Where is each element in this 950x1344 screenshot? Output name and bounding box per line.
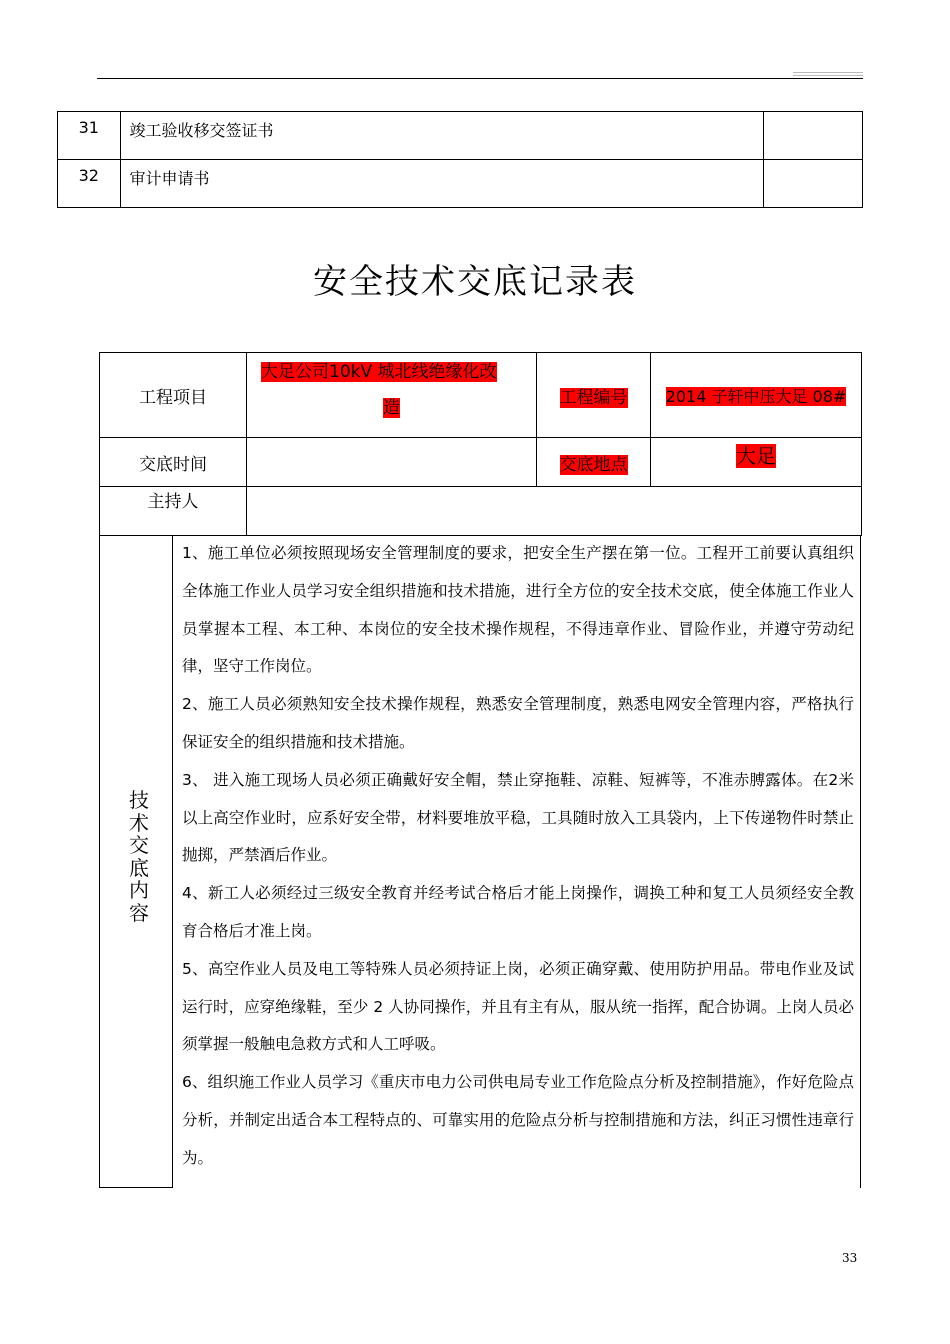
code-value: 2014 子轩中压大足 08# (665, 386, 847, 406)
header-mark (793, 75, 863, 76)
table-row (100, 353, 862, 438)
project-value-line2: 造 (383, 398, 400, 418)
table-row (100, 487, 862, 536)
page-number: 33 (842, 1251, 858, 1265)
row-name: 竣工验收移交签证书 (120, 112, 764, 160)
row-note (764, 112, 863, 160)
safety-briefing-form (99, 352, 862, 536)
briefing-content (99, 535, 861, 1188)
row-number: 31 (58, 112, 121, 160)
table-row (58, 160, 863, 208)
paragraph: 1、施工单位必须按照现场安全管理制度的要求，把安全生产摆在第一位。工程开工前要认真组织全体施工作业人员学习安全组织措施和技术措施，进行全方位的安全技术交底，使全体施工作业人员掌握本工程、本工种、本岗位的安全技术操作规程，不得违章作业、冒险作业，并遵守劳动纪律，坚守工作岗位。 (182, 544, 854, 676)
paragraph: 2、施工人员必须熟知安全技术操作规程，熟悉安全管理制度，熟悉电网安全管理内容，严格执行保证安全的组织措施和技术措施。 (182, 695, 854, 751)
paragraph: 4、新工人必须经过三级安全教育并经考试合格后才能上岗操作，调换工种和复工人员须经安全教育合格后才准上岗。 (182, 884, 854, 940)
place-label-cell (537, 438, 651, 487)
place-value-cell (651, 438, 862, 487)
code-value-cell (651, 353, 862, 438)
table-row (100, 438, 862, 487)
paragraph: 5、高空作业人员及电工等特殊人员必须持证上岗，必须正确穿戴、使用防护用品。带电作业及试运行时，应穿绝缘鞋，至少 2 人协同操作，并且有主有从，服从统一指挥，配合协调。上岗人员必须掌握一般触电急救方式和人工呼吸。 (182, 959, 854, 1054)
paragraph: 6、组织施工作业人员学习《重庆市电力公司供电局专业工作危险点分析及控制措施》，作好危险点分析，并制定出适合本工程特点的、可靠实用的危险点分析与控制措施和方法，纠正习惯性违章行为。 (182, 1073, 854, 1167)
time-label: 交底时间 (100, 438, 247, 487)
host-label: 主持人 (100, 487, 247, 536)
paragraph: 3、 进入施工现场人员必须正确戴好安全帽，禁止穿拖鞋、凉鞋、短裤等，不准赤膊露体。在2米以上高空作业时，应系好安全带，材料要堆放平稳，工具随时放入工具袋内，上下传递物件时禁止抛掷，严禁酒后作业。 (182, 770, 854, 865)
code-label-cell (537, 353, 651, 438)
row-name: 审计申请书 (120, 160, 764, 208)
code-label: 工程编号 (559, 387, 628, 408)
project-value-line1: 大足公司10kV 城北线绝缘化改 (261, 362, 497, 382)
host-value (247, 487, 862, 536)
project-value (247, 353, 537, 438)
content-label: 技 术 交 底 内 容 (129, 788, 149, 925)
place-label: 交底地点 (559, 454, 628, 475)
content-text (182, 535, 854, 1178)
page-title: 安全技术交底记录表 (313, 262, 637, 302)
header-rule (97, 78, 863, 79)
time-value (247, 438, 537, 487)
project-label: 工程项目 (100, 353, 247, 438)
row-number: 32 (58, 160, 121, 208)
attachment-list-table (57, 111, 863, 208)
row-note (764, 160, 863, 208)
place-value: 大足 (736, 444, 776, 468)
table-row (58, 112, 863, 160)
header-mark (793, 72, 863, 73)
